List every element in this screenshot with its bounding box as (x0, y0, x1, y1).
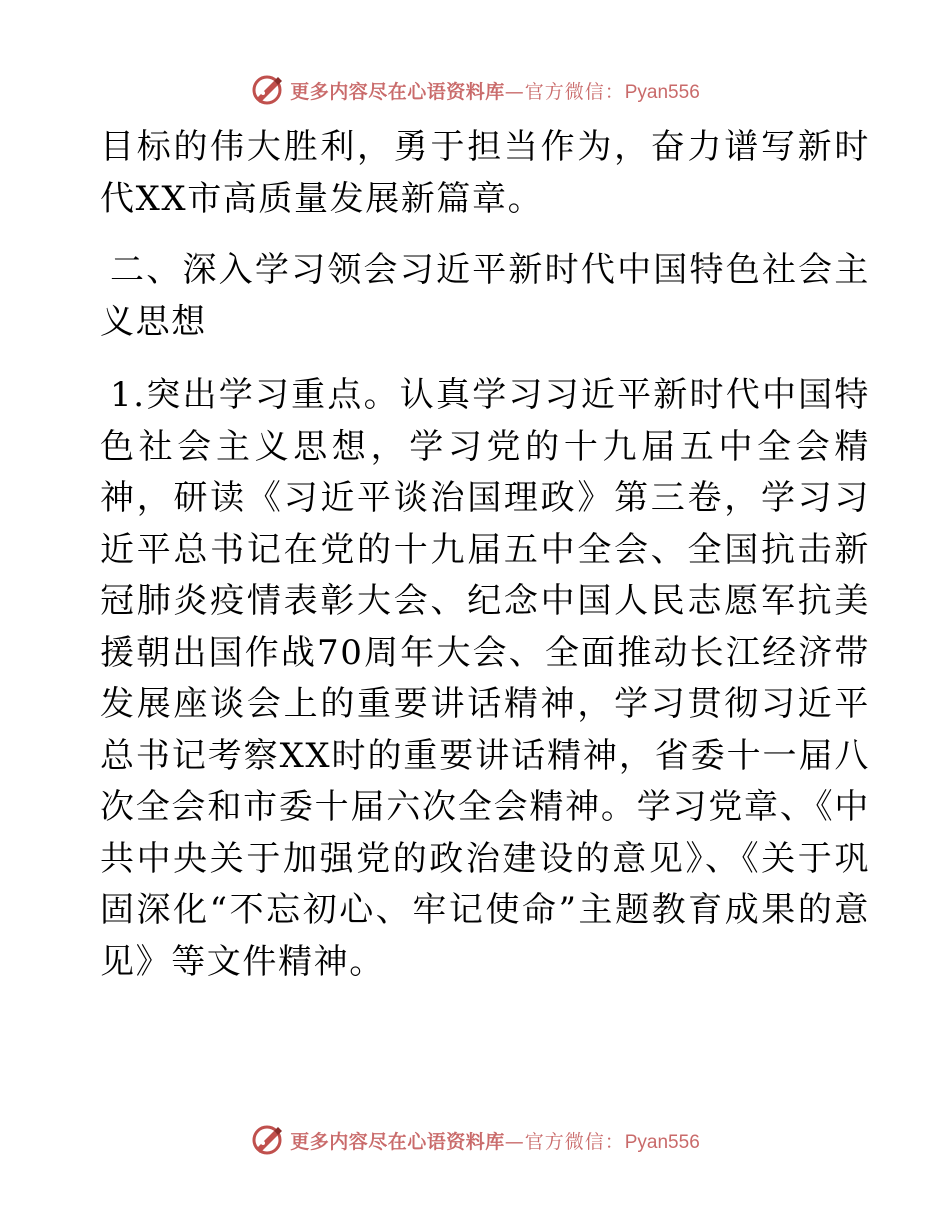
document-body (100, 122, 870, 988)
footer-site-text: 更多内容尽在心语资料库 (290, 1130, 505, 1153)
pen-logo-icon (250, 1123, 284, 1157)
page-header-watermark (0, 72, 950, 108)
section-heading: 二、深入学习领会习近平新时代中国特色社会主义思想 (100, 250, 870, 342)
footer-separator: — (504, 1130, 525, 1153)
paragraph-study-focus: 1.突出学习重点。认真学习习近平新时代中国特色社会主义思想，学习党的十九届五中全会精神，研读《习近平谈治国理政》第三卷，学习习近平总书记在党的十九届五中全会、全国抗击新冠肺炎疫情表彰大会、纪念中国人民志愿军抗美援朝出国作战70周年大会、全面推动长江经济带发展座谈会上的重要讲话精神，学习贯彻习近平总书记考察XX时的重要讲话精神，省委十一届八次全会和市委十届六次全会精神。学习党章、《中共中央关于加强党的政治建设的意见》、《关于巩固深化“不忘初心、牢记使命”主题教育成果的意见》等文件精神。 (100, 375, 870, 982)
footer-wechat-id: Pyan556 (624, 1131, 700, 1153)
paragraph-continuation: 目标的伟大胜利，勇于担当作为，奋力谱写新时代XX市高质量发展新篇章。 (100, 127, 870, 219)
page-footer-watermark (0, 1122, 950, 1158)
pen-logo-icon (250, 73, 284, 107)
header-banner-text (290, 77, 700, 104)
header-site-text: 更多内容尽在心语资料库 (290, 80, 505, 103)
footer-official-text: 官方微信： (524, 1130, 625, 1153)
header-separator: — (504, 80, 525, 103)
header-official-text: 官方微信： (524, 80, 625, 103)
footer-banner-text (290, 1127, 700, 1154)
header-wechat-id: Pyan556 (624, 81, 700, 103)
